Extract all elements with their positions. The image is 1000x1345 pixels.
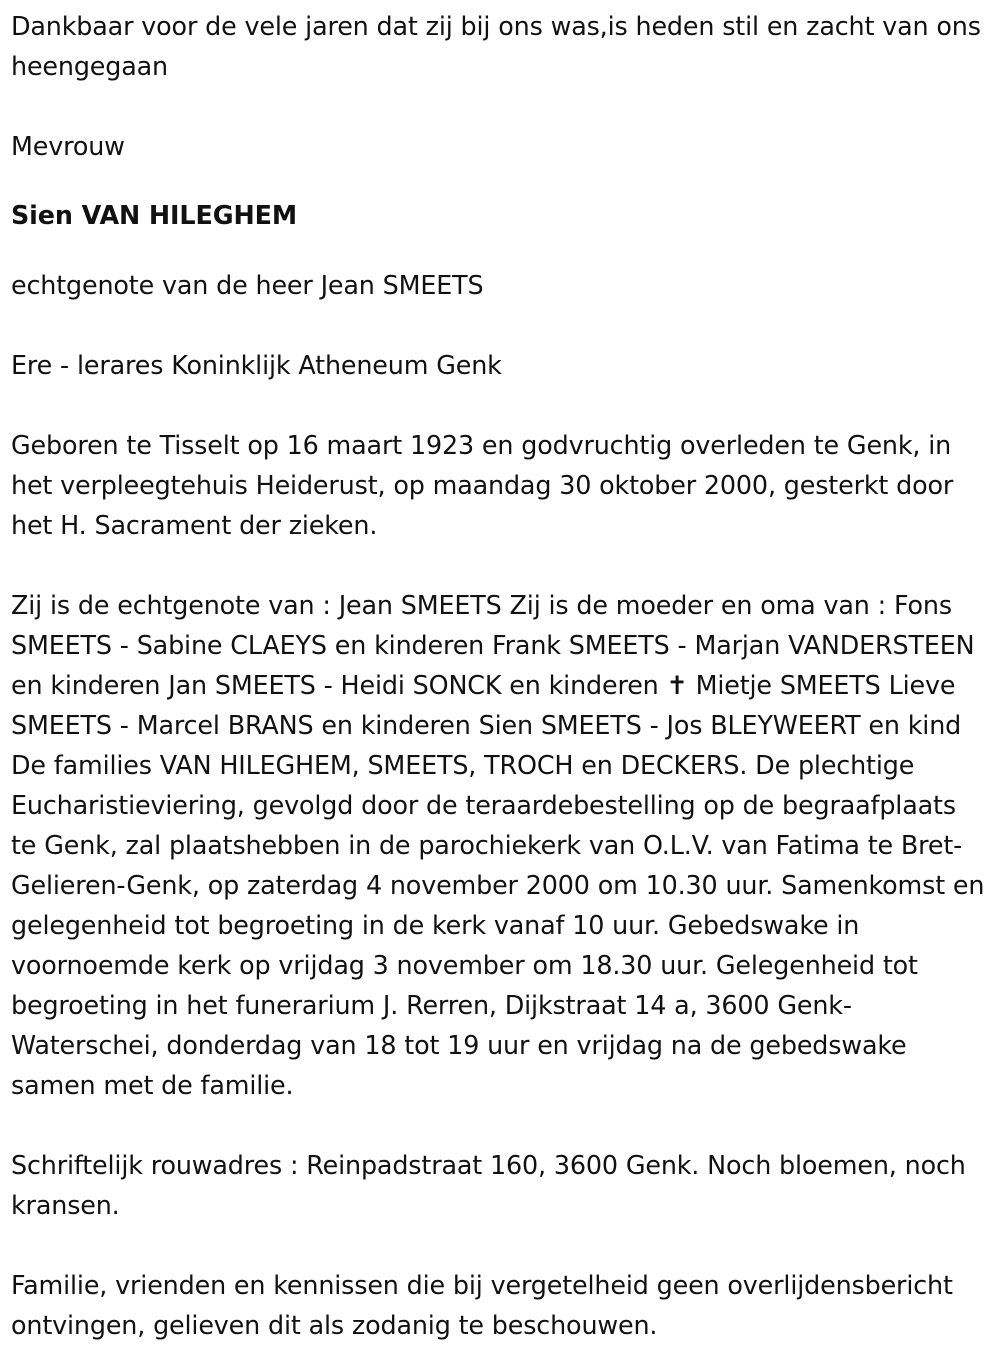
- address-text: Schriftelijk rouwadres : Reinpadstraat 160, 3600 Genk. Noch bloemen, noch kransen.: [11, 1149, 966, 1220]
- intro-text: Dankbaar voor de vele jaren dat zij bij ons was,is heden stil en zacht van ons heengegaan: [11, 11, 981, 81]
- birth-death-text: Geboren te Tisselt op 16 maart 1923 en godvruchtig overleden te Genk, in het verpleegtehuis Heiderust, op maandag 30 oktober 2000, gesterkt door het H. Sacrament der zieken.: [11, 429, 954, 540]
- deceased-name: Sien VAN HILEGHEM: [11, 200, 298, 231]
- spouse-line: echtgenote van de heer Jean SMEETS: [11, 269, 484, 300]
- deceased-block: [11, 126, 988, 305]
- salutation: Mevrouw: [11, 131, 125, 161]
- closing-text: Familie, vrienden en kennissen die bij vergetelheid geen overlijdensbericht ontvingen, gelieven dit als zodanig te beschouwen.: [11, 1269, 953, 1340]
- family-ceremony-text: Zij is de echtgenote van : Jean SMEETS Zij is de moeder en oma van : Fons SMEETS - Sabine CLAEYS en kinderen Frank SMEETS - Marjan VANDERSTEEN en kinderen Jan SMEETS - Heidi SONCK en kinderen ✝ Mietje SMEETS Lieve SMEETS - Marcel BRANS en kinderen Sien SMEETS - Jos BLEYWEERT en kind De families VAN HILEGHEM, SMEETS, TROCH en DECKERS. De plechtige Eucharistieviering, gevolgd door de teraardebestelling op de begraafplaats te Genk, zal plaatshebben in de parochiekerk van O.L.V. van Fatima te Bret-Gelieren-Genk, op zaterdag 4 november 2000 om 10.30 uur. Samenkomst en gelegenheid tot begroeting in de kerk vanaf 10 uur. Gebedswake in voornoemde kerk op vrijdag 3 november om 18.30 uur. Gelegenheid tot begroeting in het funerarium J. Rerren, Dijkstraat 14 a, 3600 Genk-Waterschei, donderdag van 18 tot 19 uur en vrijdag na de gebedswake samen met de familie.: [11, 589, 985, 1100]
- profession-text: Ere - lerares Koninklijk Atheneum Genk: [11, 349, 502, 380]
